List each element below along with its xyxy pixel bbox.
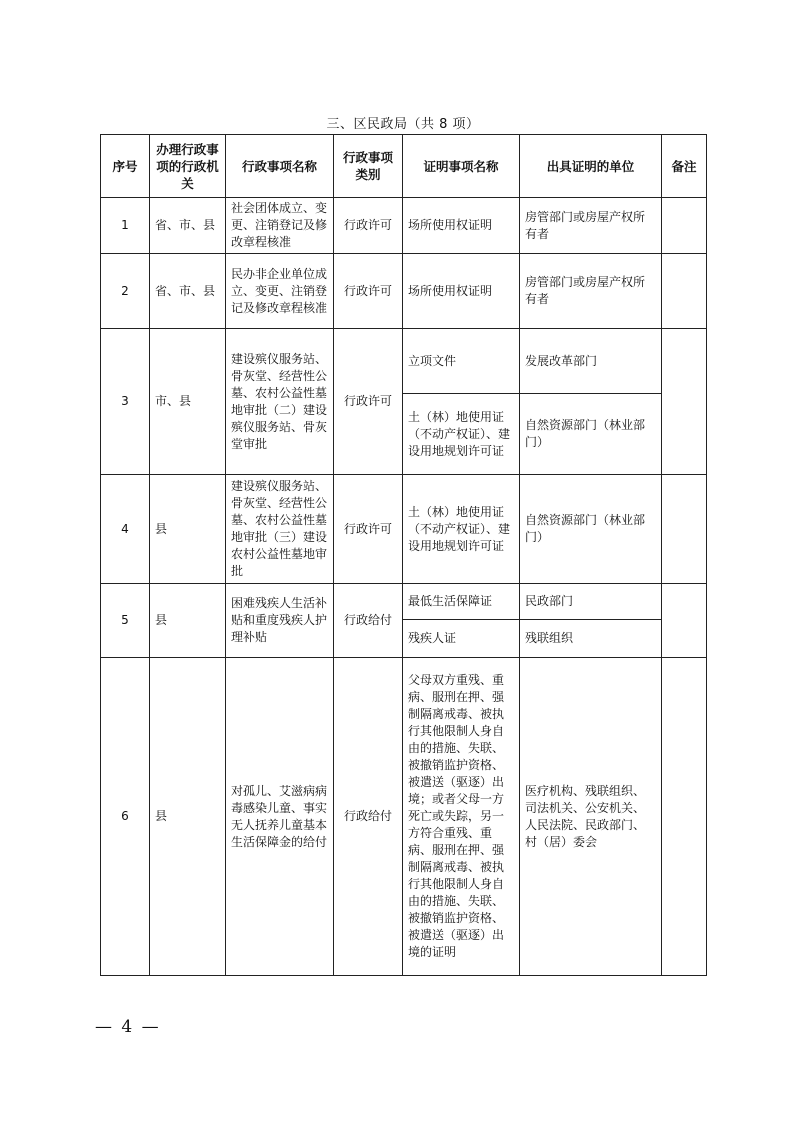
cell-seq: 2 [101,254,150,329]
cell-cert: 场所使用权证明 [403,254,520,329]
cell-organ: 省、市、县 [150,254,226,329]
header-organ: 办理行政事项的行政机关 [150,135,226,198]
cell-issuer: 医疗机构、残联组织、司法机关、公安机关、人民法院、民政部门、村（居）委会 [520,658,662,976]
table-row [101,658,707,976]
cell-organ: 县 [150,475,226,584]
cell-cert: 场所使用权证明 [403,198,520,254]
table-row [101,584,707,620]
cell-remark [662,475,707,584]
matters-table [100,134,707,976]
header-issuer: 出具证明的单位 [520,135,662,198]
cell-seq: 4 [101,475,150,584]
cell-cert: 残疾人证 [403,620,520,658]
cell-type: 行政许可 [334,254,403,329]
page-number: — 4 — [95,1017,161,1037]
cell-issuer: 民政部门 [520,584,662,620]
cell-issuer: 残联组织 [520,620,662,658]
table-row [101,198,707,254]
cell-cert: 土（林）地使用证（不动产权证）、建设用地规划许可证 [403,475,520,584]
cell-organ: 市、县 [150,329,226,475]
cell-organ: 县 [150,658,226,976]
cell-item: 民办非企业单位成立、变更、注销登记及修改章程核准 [226,254,334,329]
header-cert-name: 证明事项名称 [403,135,520,198]
section-title: 三、区民政局（共 8 项） [326,117,480,132]
table-row [101,254,707,329]
cell-issuer: 自然资源部门（林业部门） [520,475,662,584]
header-seq: 序号 [101,135,150,198]
cell-item: 建设殡仪服务站、骨灰堂、经营性公墓、农村公益性墓地审批（二）建设殡仪服务站、骨灰堂审批 [226,329,334,475]
table-header-row [101,135,707,198]
cell-cert: 立项文件 [403,329,520,394]
cell-type: 行政许可 [334,329,403,475]
cell-seq: 6 [101,658,150,976]
cell-cert: 父母双方重残、重病、服刑在押、强制隔离戒毒、被执行其他限制人身自由的措施、失联、被撤销监护资格、被遣送（驱逐）出境；或者父母一方死亡或失踪，另一方符合重残、重病、服刑在押、强制隔离戒毒、被执行其他限制人身自由的措施、失联、被撤销监护资格、被遣送（驱逐）出境的证明 [403,658,520,976]
table-row [101,329,707,394]
cell-organ: 省、市、县 [150,198,226,254]
cell-item: 社会团体成立、变更、注销登记及修改章程核准 [226,198,334,254]
cell-item: 建设殡仪服务站、骨灰堂、经营性公墓、农村公益性墓地审批（三）建设农村公益性墓地审批 [226,475,334,584]
cell-issuer: 发展改革部门 [520,329,662,394]
cell-seq: 5 [101,584,150,658]
cell-type: 行政许可 [334,475,403,584]
table-row [101,475,707,584]
cell-remark [662,658,707,976]
cell-type: 行政给付 [334,584,403,658]
cell-remark [662,198,707,254]
cell-organ: 县 [150,584,226,658]
cell-issuer: 自然资源部门（林业部门） [520,394,662,475]
cell-type: 行政给付 [334,658,403,976]
cell-cert: 土（林）地使用证（不动产权证）、建设用地规划许可证 [403,394,520,475]
cell-type: 行政许可 [334,198,403,254]
cell-item: 对孤儿、艾滋病病毒感染儿童、事实无人抚养儿童基本生活保障金的给付 [226,658,334,976]
header-item-name: 行政事项名称 [226,135,334,198]
cell-issuer: 房管部门或房屋产权所有者 [520,254,662,329]
cell-cert: 最低生活保障证 [403,584,520,620]
header-remark: 备注 [662,135,707,198]
cell-remark [662,254,707,329]
cell-item: 困难残疾人生活补贴和重度残疾人护理补贴 [226,584,334,658]
cell-issuer: 房管部门或房屋产权所有者 [520,198,662,254]
header-item-type: 行政事项类别 [334,135,403,198]
cell-remark [662,584,707,658]
cell-remark [662,329,707,475]
cell-seq: 3 [101,329,150,475]
cell-seq: 1 [101,198,150,254]
